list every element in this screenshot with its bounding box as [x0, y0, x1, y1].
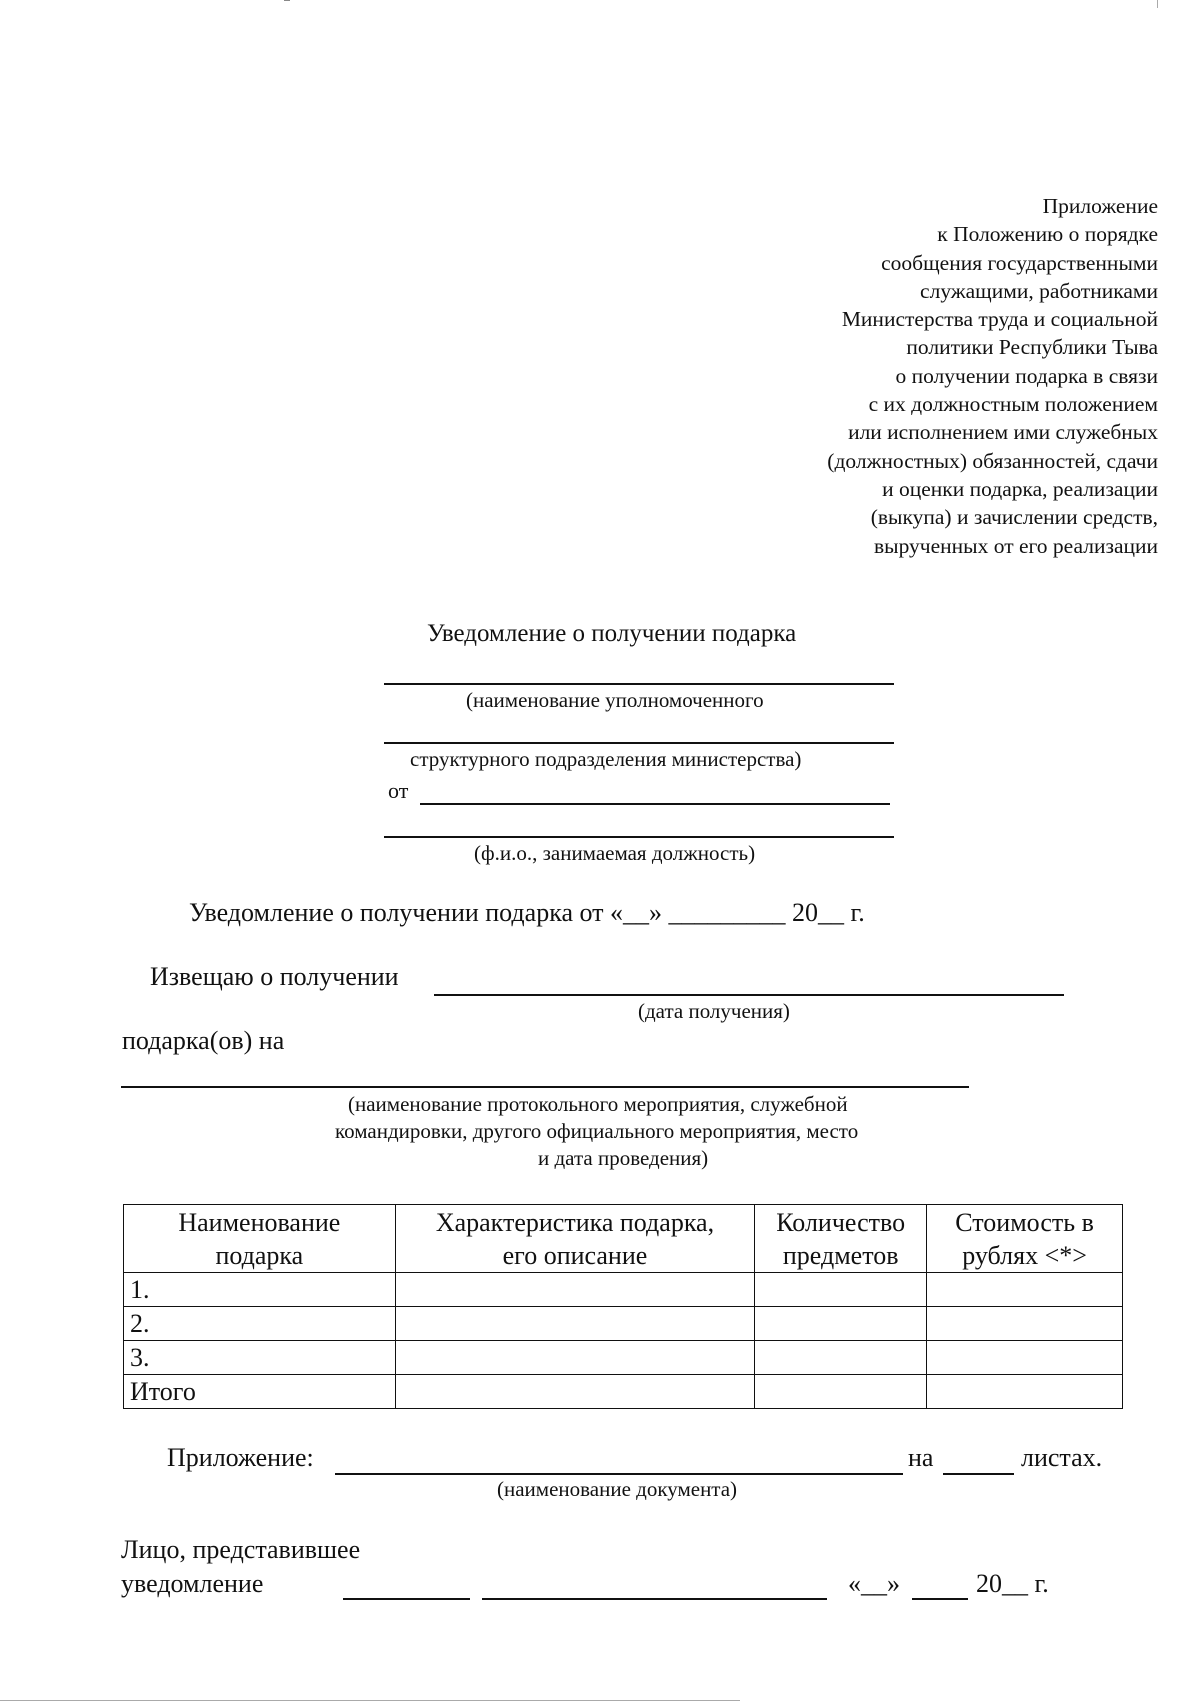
cell-description[interactable] — [395, 1273, 755, 1307]
signatory-label-1: Лицо, представившее — [121, 1535, 361, 1564]
document-caption: (наименование документа) — [497, 1477, 738, 1501]
appendix-line: политики Республики Тыва — [906, 335, 1158, 360]
appendix-line: (выкупа) и зачислении средств, — [870, 505, 1158, 530]
event-caption-2: командировки, другого официального мероприятия, место — [335, 1119, 859, 1143]
notice-date-line: Уведомление о получении подарка от «__» _________ 20__ г. — [189, 898, 865, 927]
authority-name-field[interactable] — [384, 683, 894, 685]
appendix-line: Приложение — [1042, 194, 1158, 218]
cell-quantity[interactable] — [755, 1273, 927, 1307]
signature-date-year: 20__ г. — [976, 1569, 1049, 1598]
appendix-line: и оценки подарка, реализации — [882, 476, 1158, 501]
scan-mark-top — [284, 0, 290, 1]
cell-cost[interactable] — [927, 1375, 1123, 1409]
authority-caption-2: структурного подразделения министерства) — [410, 747, 802, 771]
appendix-reference — [827, 192, 1158, 560]
sheets-label: листах. — [1021, 1443, 1103, 1472]
appendix-line: сообщения государственными — [881, 250, 1158, 275]
attachment-label: Приложение: — [167, 1443, 314, 1472]
table-row — [124, 1273, 1123, 1307]
form-title: Уведомление о получении подарка — [427, 620, 797, 647]
table-total-row — [124, 1375, 1123, 1409]
cell-description[interactable] — [395, 1375, 755, 1409]
cell-cost[interactable] — [927, 1307, 1123, 1341]
signatory-name-field[interactable] — [482, 1598, 827, 1600]
header-gift-description: Характеристика подарка, его описание — [395, 1205, 755, 1273]
appendix-line: с их должностным положением — [868, 392, 1158, 417]
attachment-document-field[interactable] — [335, 1473, 903, 1475]
inform-label: Извещаю о получении — [150, 962, 399, 991]
header-cost: Стоимость в рублях <*> — [927, 1205, 1123, 1273]
signature-date-month-field[interactable] — [912, 1598, 968, 1600]
cell-quantity[interactable] — [755, 1307, 927, 1341]
cell-cost[interactable] — [927, 1273, 1123, 1307]
date-received-caption: (дата получения) — [638, 999, 790, 1023]
cell-quantity[interactable] — [755, 1341, 927, 1375]
appendix-line: служащими, работниками — [920, 278, 1158, 303]
person-caption: (ф.и.о., занимаемая должность) — [474, 841, 756, 865]
appendix-line: Министерства труда и социальной — [841, 307, 1158, 332]
row-number: 2. — [124, 1307, 396, 1341]
event-caption-3: и дата проведения) — [538, 1146, 709, 1170]
row-number: 3. — [124, 1341, 396, 1375]
attachment-on-label: на — [908, 1443, 934, 1472]
header-gift-name: Наименование подарка — [124, 1205, 396, 1273]
cell-description[interactable] — [395, 1341, 755, 1375]
signature-date-day: «__» — [848, 1569, 900, 1598]
row-number: 1. — [124, 1273, 396, 1307]
table-row — [124, 1341, 1123, 1375]
appendix-line: к Положению о порядке — [937, 222, 1158, 247]
event-caption-1: (наименование протокольного мероприятия, служебной — [348, 1092, 848, 1116]
from-field[interactable] — [420, 803, 890, 805]
person-field[interactable] — [384, 836, 894, 838]
signature-field[interactable] — [343, 1598, 470, 1600]
table-header-row — [124, 1205, 1123, 1273]
cell-cost[interactable] — [927, 1341, 1123, 1375]
date-received-field[interactable] — [434, 994, 1064, 996]
appendix-line: (должностных) обязанностей, сдачи — [827, 448, 1158, 473]
from-label: от — [388, 778, 409, 803]
authority-name-field-2[interactable] — [384, 742, 894, 744]
appendix-line: или исполнением ими служебных — [848, 420, 1158, 445]
signatory-label-2: уведомление — [121, 1569, 264, 1598]
cell-description[interactable] — [395, 1307, 755, 1341]
authority-caption-1: (наименование уполномоченного — [466, 688, 764, 712]
cell-quantity[interactable] — [755, 1375, 927, 1409]
sheets-count-field[interactable] — [943, 1473, 1014, 1475]
gifts-on-label: подарка(ов) на — [122, 1026, 285, 1055]
total-label: Итого — [124, 1375, 396, 1409]
appendix-line: о получении подарка в связи — [895, 363, 1158, 388]
header-quantity: Количество предметов — [755, 1205, 927, 1273]
scan-mark-right — [1157, 0, 1158, 8]
event-field[interactable] — [121, 1086, 969, 1088]
appendix-line: вырученных от его реализации — [873, 533, 1158, 558]
gifts-table — [123, 1204, 1123, 1409]
scan-mark-bottom — [0, 1700, 740, 1701]
table-row — [124, 1307, 1123, 1341]
